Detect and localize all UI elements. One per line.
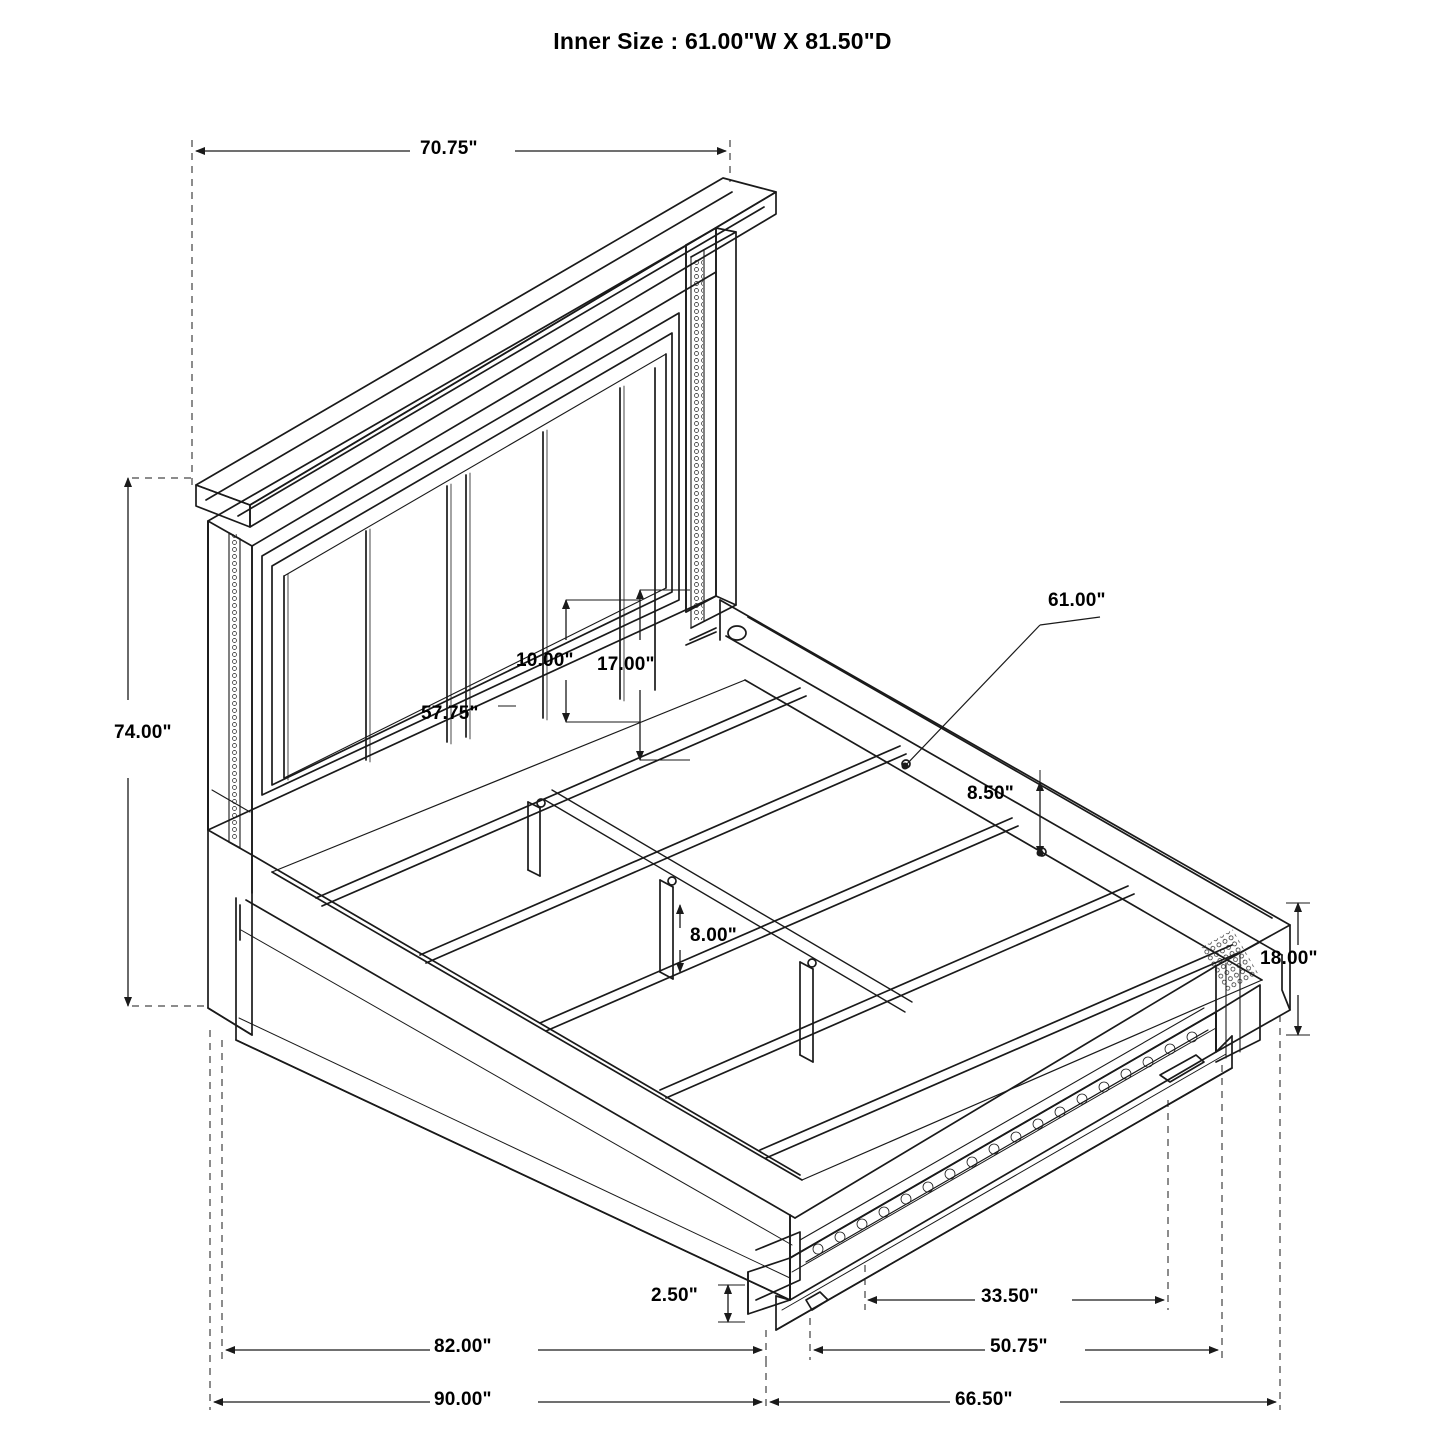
dim-headboard-panel-width: 57.75" xyxy=(421,703,479,724)
dim-overall-width: 66.50" xyxy=(955,1389,1013,1410)
bed-geometry xyxy=(196,178,1290,1330)
dim-headboard-panel-height: 10.00" xyxy=(516,650,574,671)
dim-overall-length: 90.00" xyxy=(434,1389,492,1410)
dim-overall-headboard-width: 70.75" xyxy=(420,138,478,159)
dim-headboard-lower-height: 17.00" xyxy=(597,654,655,675)
dim-side-rail-height: 8.50" xyxy=(967,783,1014,804)
page-title: Inner Size : 61.00"W X 81.50"D xyxy=(553,28,892,54)
dim-inner-width-callout: 61.00" xyxy=(1048,590,1106,611)
dim-slat-leg-height: 8.00" xyxy=(690,925,737,946)
dim-headboard-height: 74.00" xyxy=(114,722,172,743)
dim-footboard-base-height: 2.50" xyxy=(651,1285,698,1306)
dim-footboard-inner-width: 50.75" xyxy=(990,1336,1048,1357)
dim-bed-length-inner: 82.00" xyxy=(434,1336,492,1357)
dim-footboard-panel-width: 33.50" xyxy=(981,1286,1039,1307)
dim-footboard-height: 18.00" xyxy=(1260,948,1318,969)
